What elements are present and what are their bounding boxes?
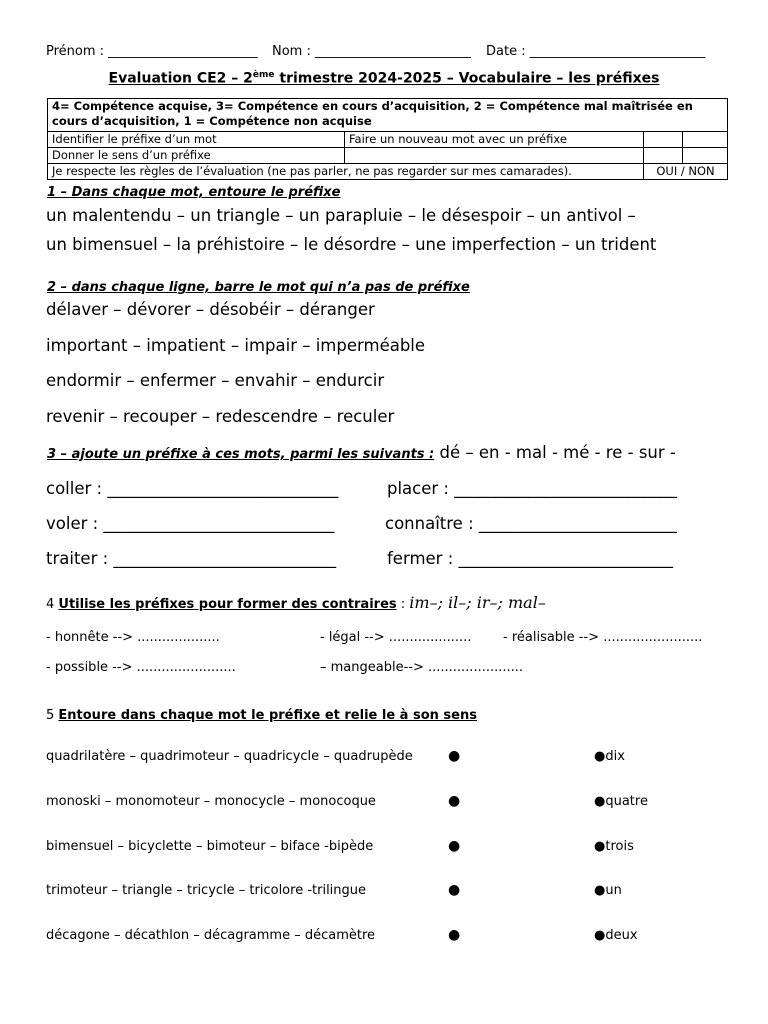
competence-rules-answer[interactable]: OUI / NON — [644, 164, 728, 180]
meaning: dix — [605, 749, 625, 764]
header-nom[interactable]: Nom : ________________________ — [272, 44, 471, 59]
ex3-fill[interactable]: fermer : __________________________ — [387, 549, 674, 568]
ex4-prefixes: im–; il–; ir–; mal– — [409, 593, 546, 612]
competence-identify: Identifier le préfixe d’un mot — [48, 132, 345, 148]
ex5-words[interactable]: décagone – décathlon – décagramme – décamètre — [46, 928, 376, 943]
header-date[interactable]: Date : ___________________________ — [486, 44, 706, 59]
ex2-line[interactable]: revenir – recouper – redescendre – reculer — [46, 407, 395, 426]
ex4-heading — [46, 593, 546, 612]
right-item[interactable] — [594, 883, 622, 898]
right-dot[interactable]: ● — [594, 883, 606, 898]
meaning: quatre — [605, 794, 648, 809]
ex3-fill[interactable]: voler : ____________________________ — [46, 514, 335, 533]
left-dot[interactable]: ● — [448, 927, 461, 943]
competence-meaning: Donner le sens d’un préfixe — [48, 148, 345, 164]
ex5-words[interactable]: trimoteur – triangle – tricycle – tricolore -trilingue — [46, 883, 367, 898]
ex3-title: 3 – ajoute un préfixe à ces mots, parmi les suivants : — [47, 447, 435, 462]
ex3-fill[interactable]: coller : ____________________________ — [46, 479, 339, 498]
ex5-heading — [46, 704, 477, 723]
ex4-colon: : — [396, 597, 410, 612]
ex3-fill[interactable]: placer : ___________________________ — [387, 479, 677, 498]
meaning: deux — [605, 928, 638, 943]
score-cell[interactable] — [683, 132, 728, 148]
ex5-title: Entoure dans chaque mot le préfixe et relie le à son sens — [58, 708, 477, 723]
ex5-words[interactable]: monoski – monomoteur – monocycle – monocoque — [46, 794, 376, 809]
ex4-item[interactable]: - réalisable --> ........................ — [503, 630, 703, 645]
right-dot[interactable]: ● — [594, 928, 606, 943]
ex1-title: 1 – Dans chaque mot, entoure le préfixe — [47, 185, 341, 200]
ex4-item[interactable]: – mangeable--> ....................... — [320, 660, 524, 675]
ex4-num: 4 — [46, 597, 59, 612]
right-item[interactable] — [594, 794, 648, 809]
score-cell[interactable] — [644, 132, 683, 148]
right-dot[interactable]: ● — [594, 839, 606, 854]
left-dot[interactable]: ● — [448, 748, 461, 764]
competence-rules: Je respecte les règles de l’évaluation (ne pas parler, ne pas regarder sur mes camarades). — [48, 164, 644, 180]
ex5-words[interactable]: bimensuel – bicyclette – bimoteur – biface -bipède — [46, 839, 374, 854]
competence-legend: 4= Compétence acquise, 3= Compétence en cours d’acquisition, 2 = Compétence mal maîtrisée en cours d’acquisition, 1 = Compétence non acquise — [48, 99, 728, 132]
score-cell[interactable] — [345, 148, 644, 164]
right-dot[interactable]: ● — [594, 749, 606, 764]
score-cell[interactable] — [683, 148, 728, 164]
ex4-title: Utilise les préfixes pour former des contraires — [58, 597, 397, 612]
header-prenom[interactable]: Prénom : _______________________ — [46, 44, 258, 59]
competence-table — [47, 98, 728, 180]
left-dot[interactable]: ● — [448, 838, 461, 854]
ex4-item[interactable]: - honnête --> .................... — [46, 630, 220, 645]
right-item[interactable] — [594, 839, 634, 854]
left-dot[interactable]: ● — [448, 793, 461, 809]
ex1-line[interactable]: un bimensuel – la préhistoire – le désordre – une imperfection – un trident — [46, 235, 657, 254]
right-item[interactable] — [594, 928, 638, 943]
title-before: Evaluation CE2 – 2 — [108, 70, 253, 87]
ex2-line[interactable]: important – impatient – impair – imperméable — [46, 336, 426, 355]
ex3-fill[interactable]: connaître : ________________________ — [385, 514, 677, 533]
right-item[interactable] — [594, 749, 625, 764]
title-sup: ème — [252, 70, 275, 80]
ex4-item[interactable]: - possible --> ........................ — [46, 660, 236, 675]
meaning: trois — [605, 839, 634, 854]
ex3-fill[interactable]: traiter : ___________________________ — [46, 549, 337, 568]
title-after: trimestre 2024-2025 – Vocabulaire – les préfixes — [274, 70, 660, 87]
left-dot[interactable]: ● — [448, 882, 461, 898]
ex2-line[interactable]: endormir – enfermer – envahir – endurcir — [46, 371, 385, 390]
ex3-prefixes: dé – en - mal - mé - re - sur - — [434, 443, 676, 462]
ex4-item[interactable]: - légal --> .................... — [320, 630, 472, 645]
ex2-line[interactable]: délaver – dévorer – désobéir – déranger — [46, 300, 375, 319]
ex5-words[interactable]: quadrilatère – quadrimoteur – quadricycle – quadrupède — [46, 749, 413, 764]
competence-make-word: Faire un nouveau mot avec un préfixe — [345, 132, 644, 148]
ex3-heading — [47, 443, 676, 462]
ex1-line[interactable]: un malentendu – un triangle – un parapluie – le désespoir – un antivol – — [46, 206, 636, 225]
score-cell[interactable] — [644, 148, 683, 164]
ex2-title: 2 – dans chaque ligne, barre le mot qui n’a pas de préfixe — [47, 280, 470, 295]
right-dot[interactable]: ● — [594, 794, 606, 809]
page-title — [0, 70, 768, 87]
ex5-num: 5 — [46, 708, 59, 723]
meaning: un — [605, 883, 622, 898]
